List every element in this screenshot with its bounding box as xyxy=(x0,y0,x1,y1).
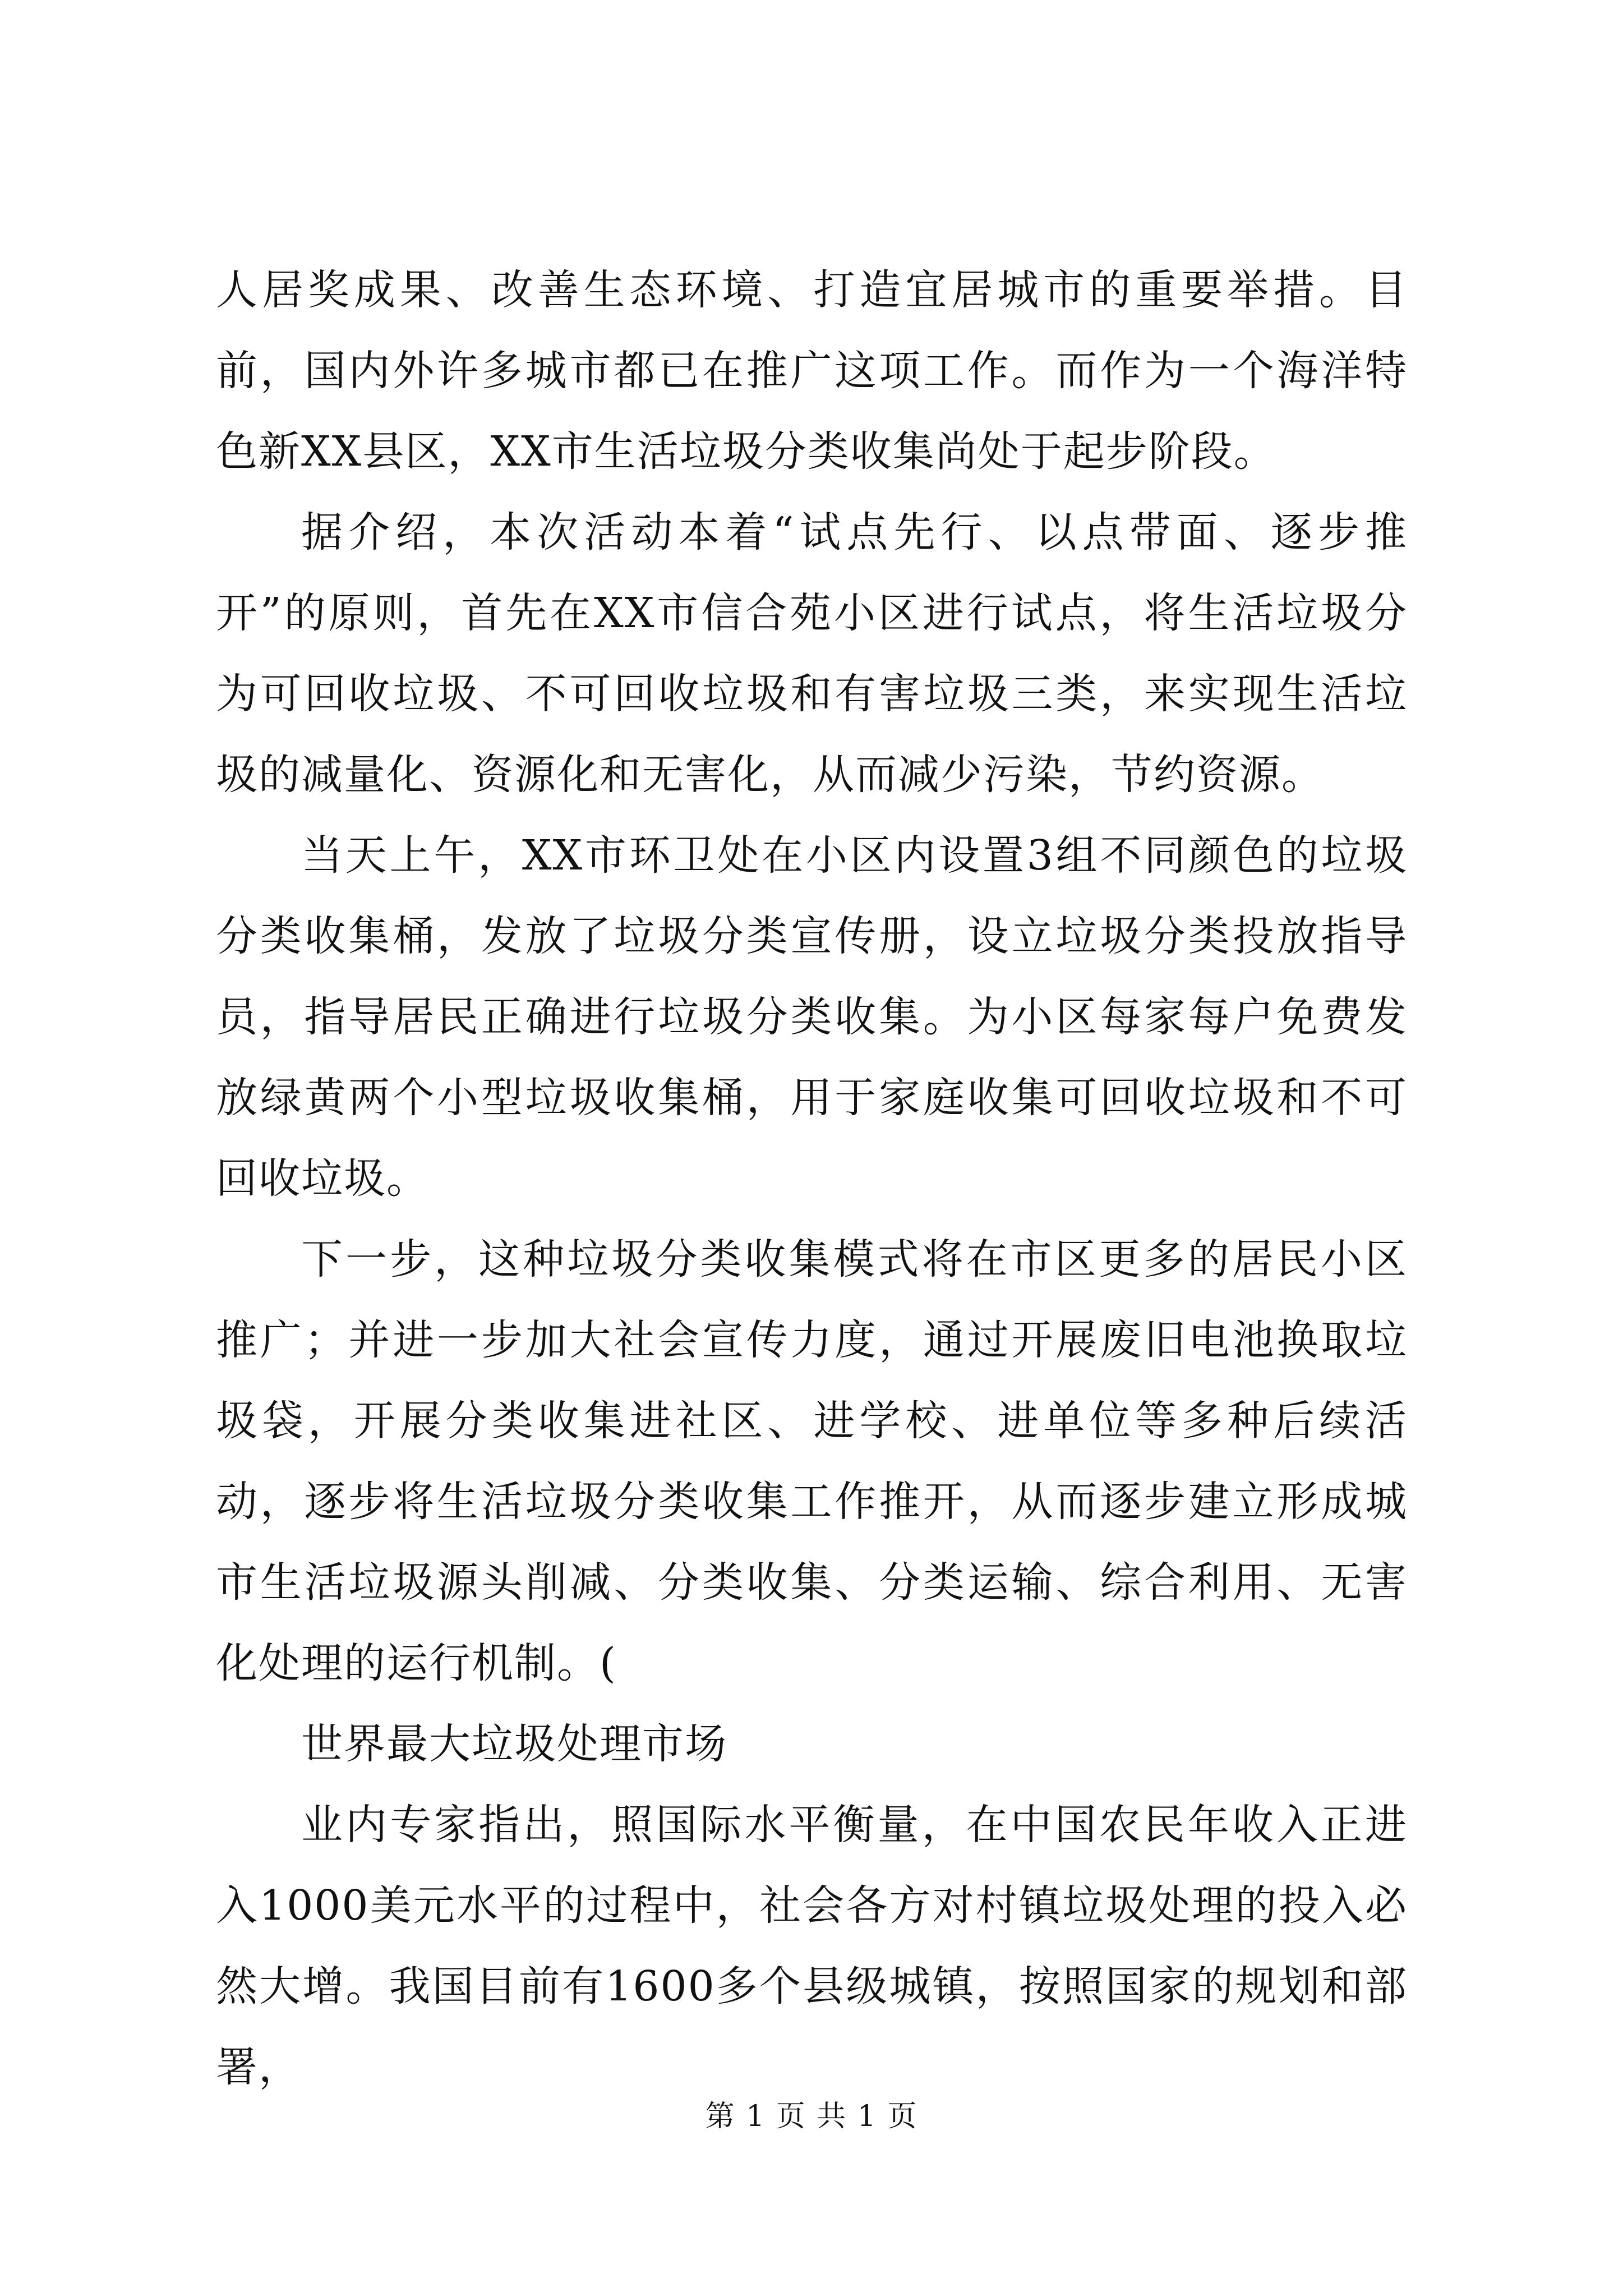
paragraph-1: 人居奖成果、改善生态环境、打造宜居城市的重要举措。目前，国内外许多城市都已在推广这项工作。而作为一个海洋特色新XX县区，XX市生活垃圾分类收集尚处于起步阶段。 xyxy=(216,266,1408,476)
document-body xyxy=(216,250,1408,2108)
page-footer: 第 1 页 共 1 页 xyxy=(705,2100,918,2133)
paragraph-5: 业内专家指出，照国际水平衡量，在中国农民年收入正进入1000美元水平的过程中，社会各方对村镇垃圾处理的投入必然大增。我国目前有1600多个县级城镇，按照国家的规划和部署， xyxy=(216,1801,1408,2091)
paragraph-2: 据介绍，本次活动本着“试点先行、以点带面、逐步推开”的原则，首先在XX市信合苑小区进行试点，将生活垃圾分为可回收垃圾、不可回收垃圾和有害垃圾三类，来实现生活垃圾的减量化、资源化和无害化，从而减少污染，节约资源。 xyxy=(216,508,1408,799)
section-heading: 世界最大垃圾处理市场 xyxy=(301,1720,727,1768)
paragraph-3: 当天上午，XX市环卫处在小区内设置3组不同颜色的垃圾分类收集桶，发放了垃圾分类宣传册，设立垃圾分类投放指导员，指导居民正确进行垃圾分类收集。为小区每家每户免费发放绿黄两个小型垃圾收集桶，用于家庭收集可回收垃圾和不可回收垃圾。 xyxy=(216,831,1408,1203)
paragraph-4: 下一步，这种垃圾分类收集模式将在市区更多的居民小区推广；并进一步加大社会宣传力度，通过开展废旧电池换取垃圾袋，开展分类收集进社区、进学校、进单位等多种后续活动，逐步将生活垃圾分类收集工作推开，从而逐步建立形成城市生活垃圾源头削减、分类收集、分类运输、综合利用、无害化处理的运行机制。( xyxy=(216,1235,1408,1687)
